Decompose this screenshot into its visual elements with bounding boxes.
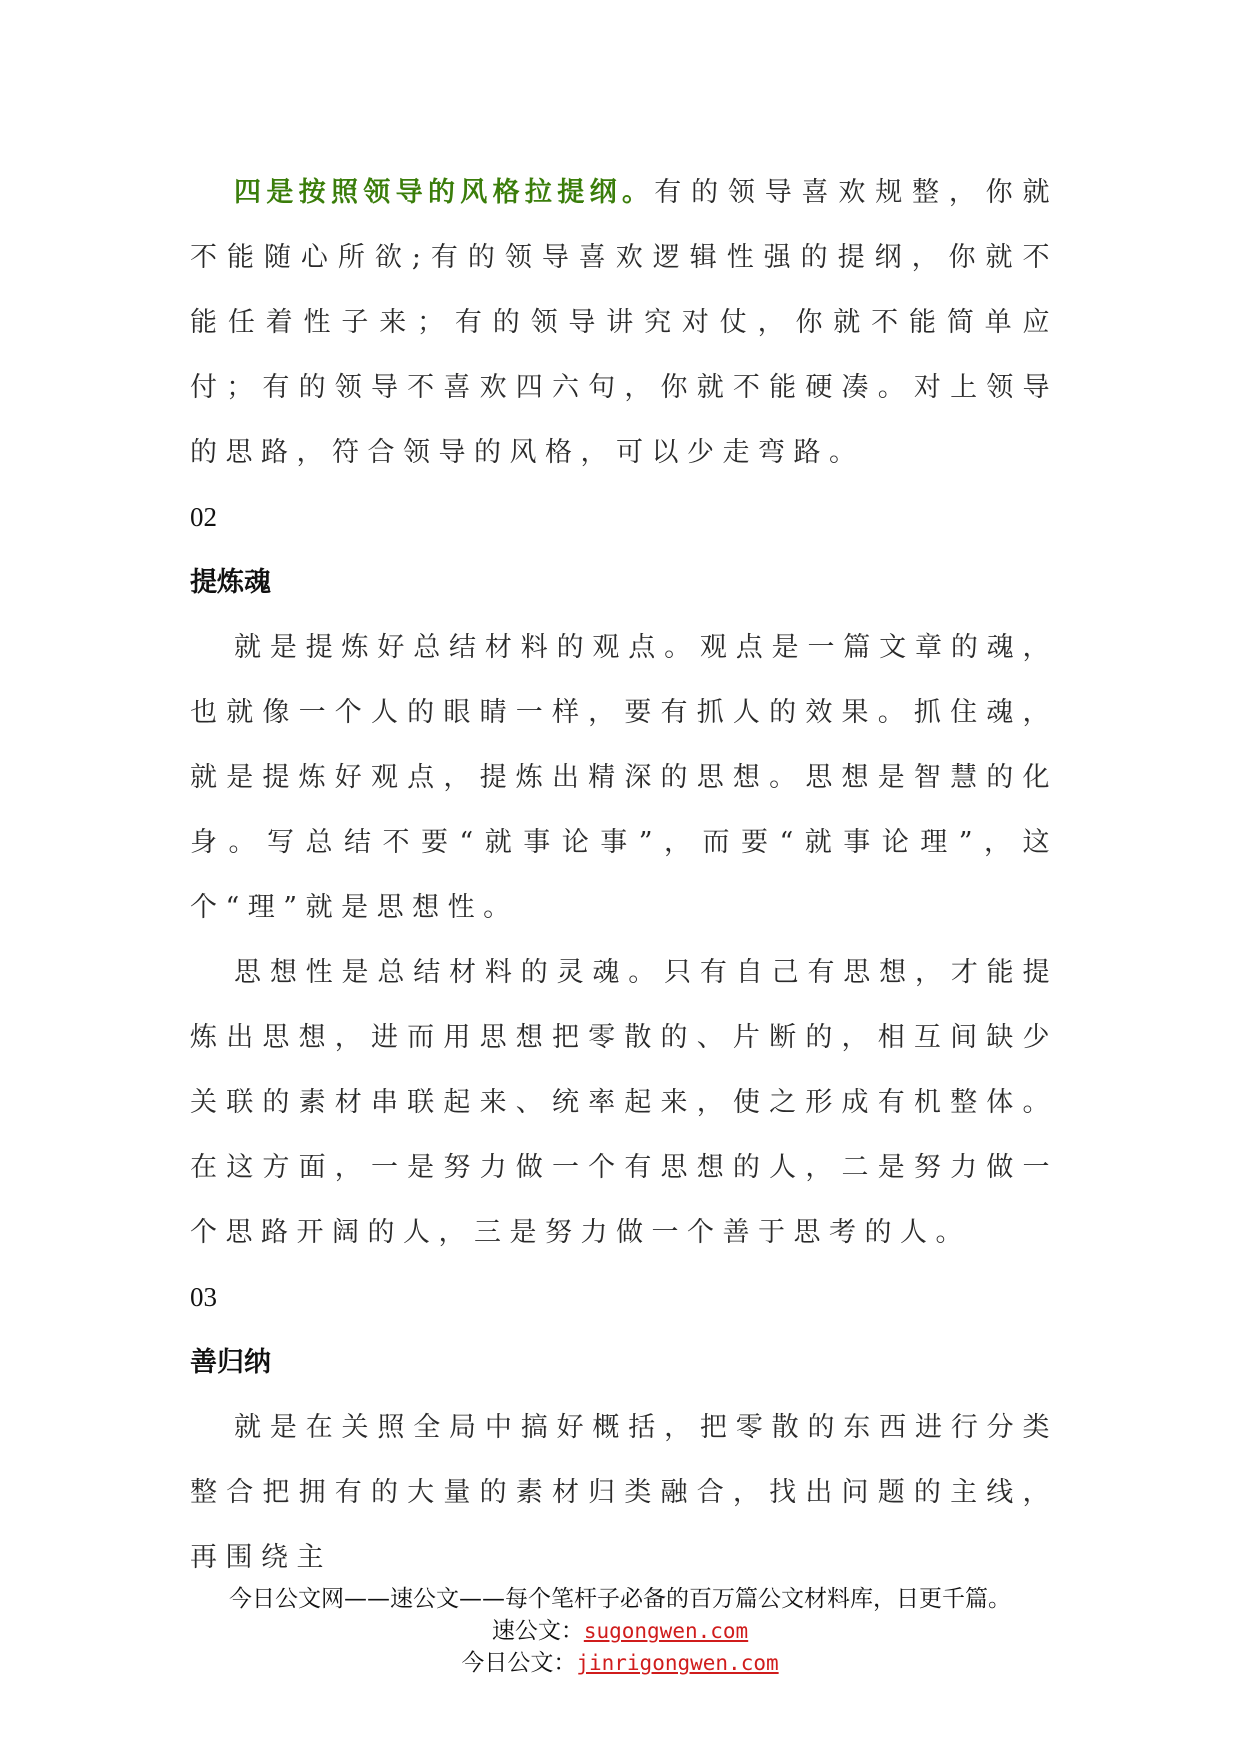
footer-jinrigongwen-label: 今日公文： bbox=[461, 1650, 577, 1676]
paragraph-lead-heading: 四是按照领导的风格拉提纲。 bbox=[234, 177, 655, 208]
footer-jinrigongwen-line bbox=[0, 1647, 1240, 1679]
document-body bbox=[190, 160, 1058, 1590]
section-number-03: 03 bbox=[190, 1282, 217, 1312]
paragraph-section2-2: 思想性是总结材料的灵魂。只有自己有思想，才能提炼出思想，进而用思想把零散的、片断的，相互间缺少关联的素材串联起来、统率起来，使之形成有机整体。在这方面，一是努力做一个有思想的人，二是努力做一个思路开阔的人，三是努力做一个善于思考的人。 bbox=[190, 957, 1058, 1248]
paragraph-section2-1: 就是提炼好总结材料的观点。观点是一篇文章的魂，也就像一个人的眼睛一样，要有抓人的效果。抓住魂，就是提炼好观点，提炼出精深的思想。思想是智慧的化身。写总结不要“就事论事”，而要“就事论理”，这个“理”就是思想性。 bbox=[190, 632, 1058, 923]
section-title-refine-soul: 提炼魂 bbox=[190, 567, 271, 598]
sugongwen-link[interactable]: sugongwen.com bbox=[583, 1619, 749, 1643]
page-footer bbox=[0, 1583, 1240, 1679]
jinrigongwen-link[interactable]: jinrigongwen.com bbox=[576, 1651, 779, 1675]
paragraph-leader-style bbox=[190, 160, 1058, 485]
paragraph-section3-1: 就是在关照全局中搞好概括，把零散的东西进行分类整合把拥有的大量的素材归类融合，找出问题的主线，再围绕主 bbox=[190, 1412, 1058, 1573]
section-number-02: 02 bbox=[190, 502, 217, 532]
section-title-good-induction: 善归纳 bbox=[190, 1347, 271, 1378]
footer-sugongwen-line bbox=[0, 1615, 1240, 1647]
paragraph-text: 有的领导喜欢规整，你就不能随心所欲;有的领导喜欢逻辑性强的提纲，你就不能任着性子来；有的领导讲究对仗，你就不能简单应付；有的领导不喜欢四六句，你就不能硬凑。对上领导的思路，符合领导的风格，可以少走弯路。 bbox=[190, 177, 1059, 468]
footer-sugongwen-label: 速公文： bbox=[491, 1618, 584, 1644]
footer-tagline: 今日公文网——速公文——每个笔杆子必备的百万篇公文材料库，日更千篇。 bbox=[229, 1586, 1011, 1612]
